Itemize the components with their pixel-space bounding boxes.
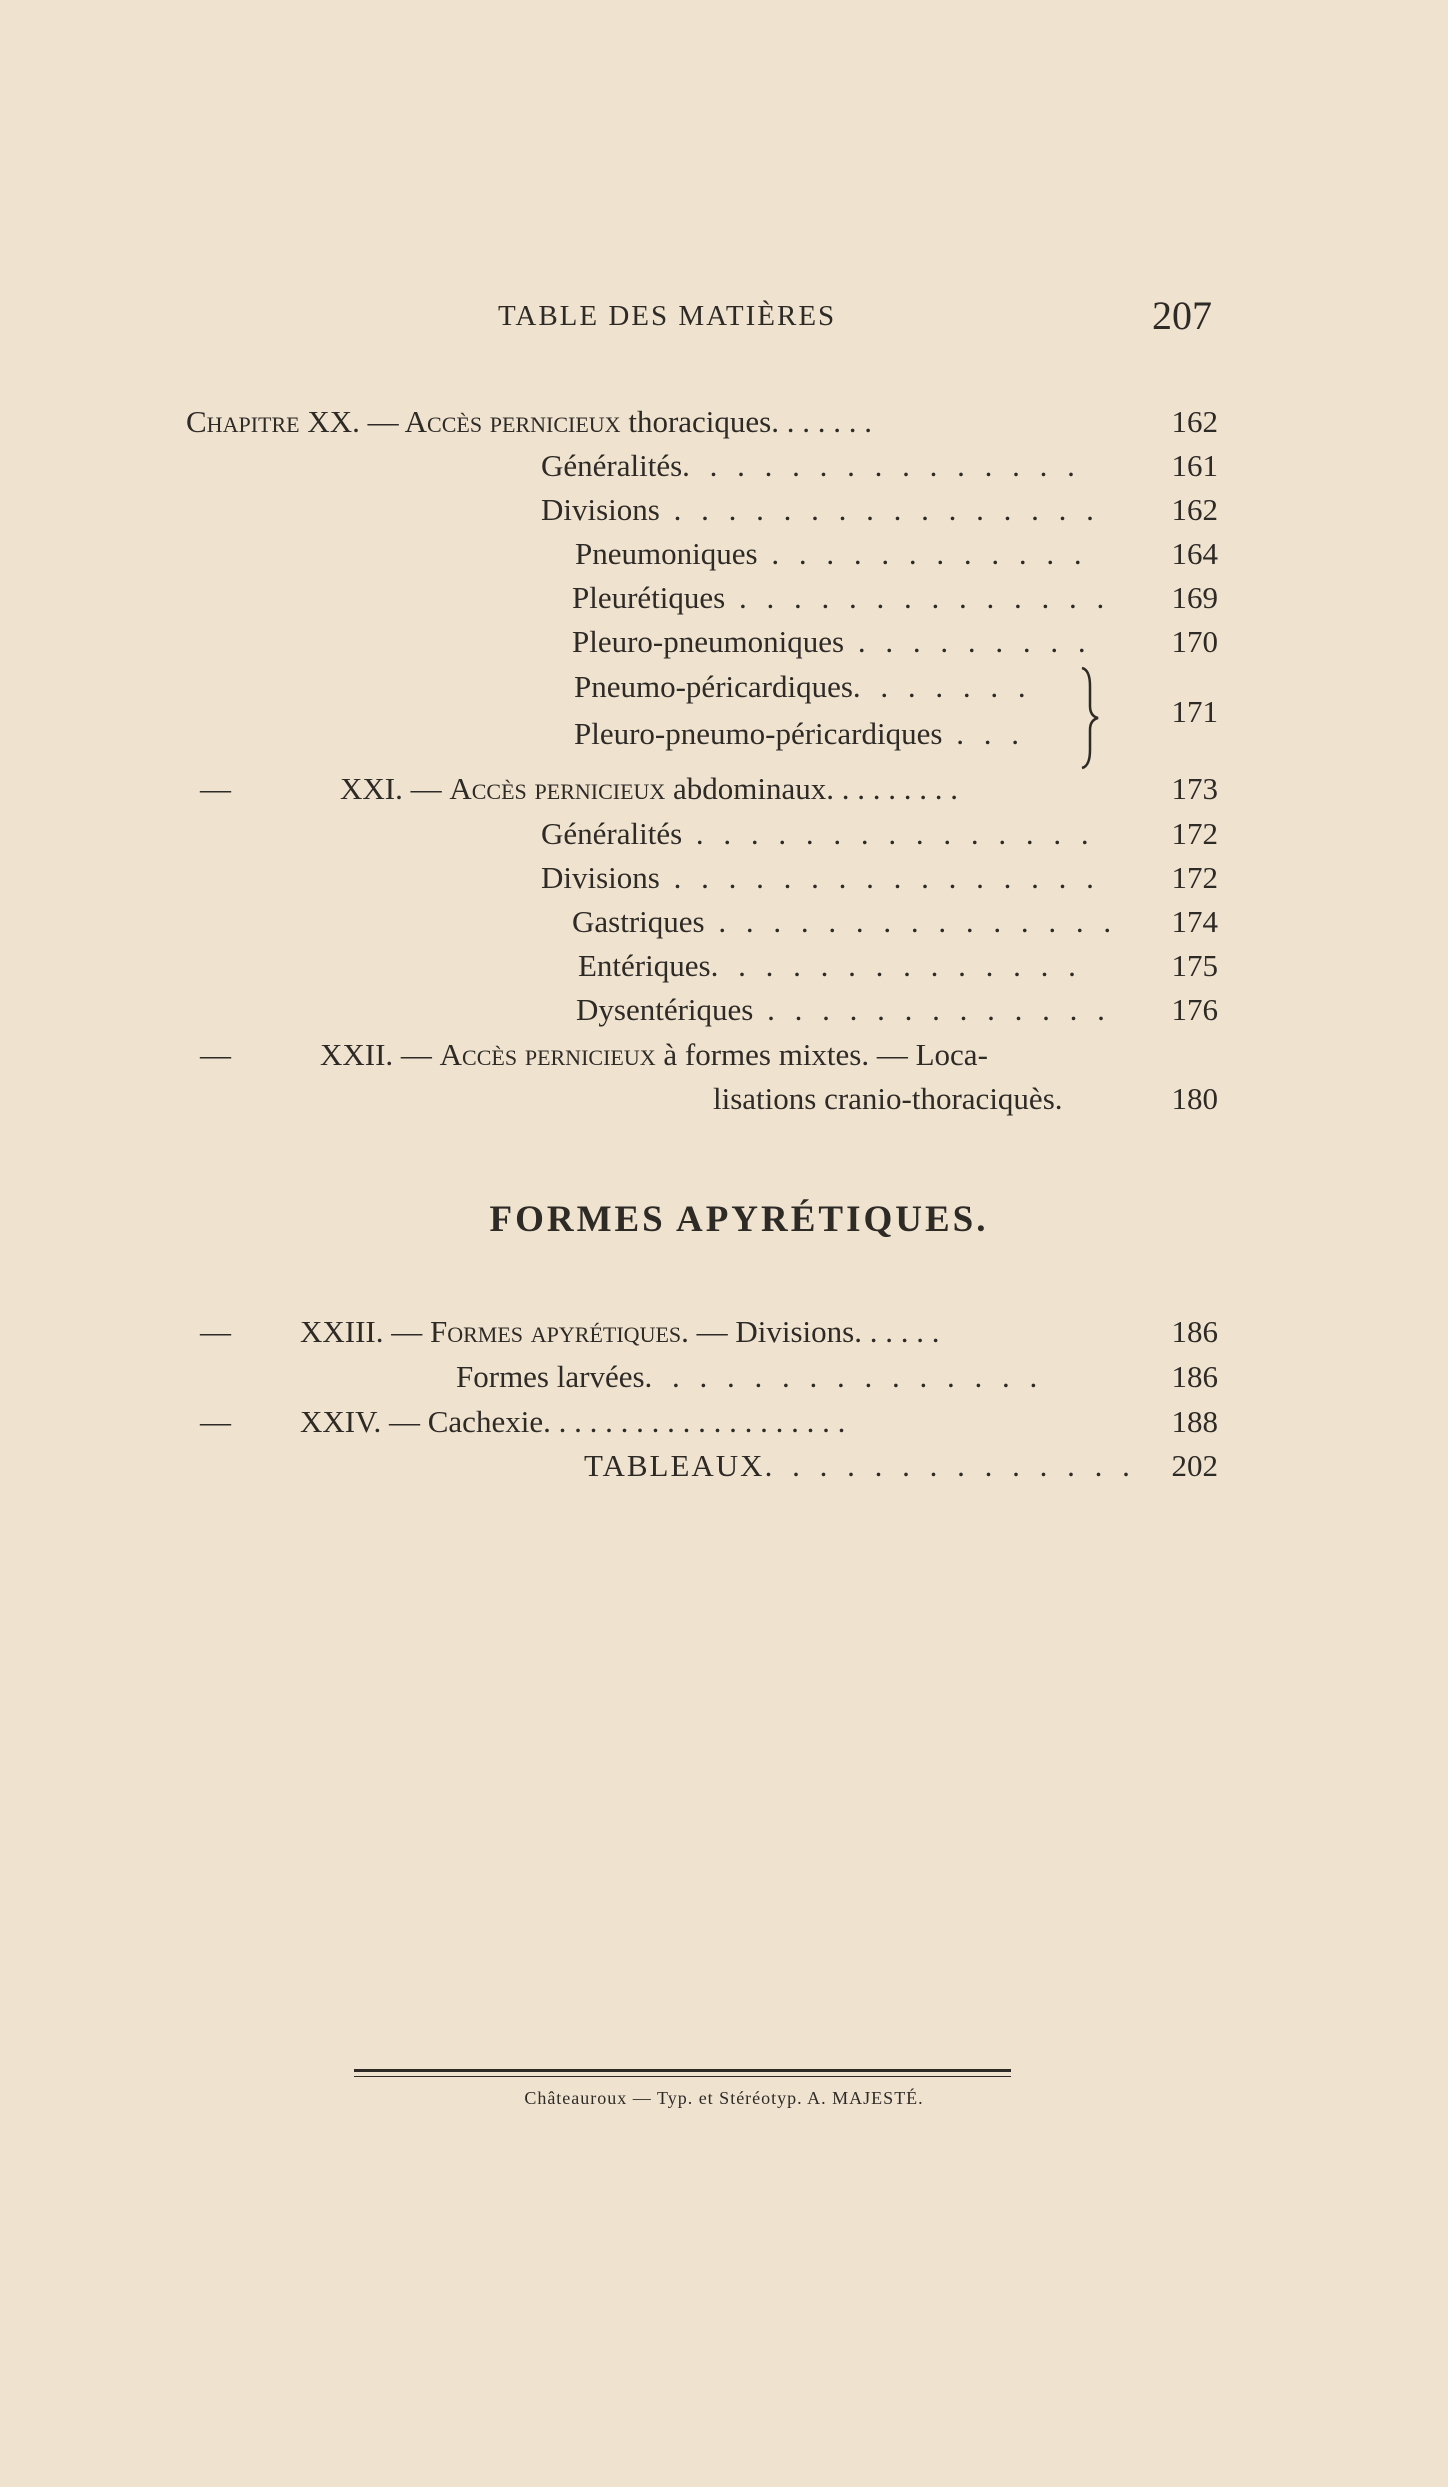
ditto-dash: — bbox=[200, 771, 231, 806]
entry-label: Généralités bbox=[541, 816, 683, 851]
entry-label: Formes larvées bbox=[456, 1359, 645, 1394]
toc-entry-chapter-xx bbox=[0, 399, 1448, 445]
entry-label: Entériques bbox=[578, 948, 711, 983]
section-heading: FORMES APYRÉTIQUES. bbox=[489, 1199, 989, 1240]
toc-entry bbox=[0, 811, 1448, 857]
entry-page-number: 186 bbox=[1171, 1314, 1218, 1349]
chapter-title-smallcaps: Accès pernicieux bbox=[439, 1037, 656, 1072]
entry-page-number: 171 bbox=[1171, 694, 1218, 729]
toc-entry bbox=[0, 943, 1448, 989]
toc-entry bbox=[0, 855, 1448, 901]
entry-label: Divisions bbox=[541, 860, 660, 895]
ditto-dash: — bbox=[200, 1314, 231, 1349]
entry-page-number: 173 bbox=[1171, 771, 1218, 806]
toc-entry bbox=[0, 443, 1448, 489]
entry-label: Divisions bbox=[541, 492, 660, 527]
entry-label: thoraciques bbox=[620, 404, 772, 439]
toc-entry bbox=[0, 987, 1448, 1033]
running-head bbox=[0, 292, 1448, 342]
toc-entry bbox=[0, 487, 1448, 533]
toc-entry-chapter-xxii bbox=[0, 1032, 1448, 1078]
leader-dots: . . . . . . . . . . . . bbox=[757, 536, 1088, 571]
leader-dots: . . . . . . . . . . . . . . . . bbox=[659, 492, 1100, 527]
entry-page-number: 164 bbox=[1171, 536, 1218, 571]
entry-label: à formes mixtes. — Loca- bbox=[655, 1037, 988, 1072]
page-number: 207 bbox=[1152, 293, 1212, 338]
entry-page-number: 176 bbox=[1171, 992, 1218, 1027]
entry-label: Pleurétiques bbox=[572, 580, 726, 615]
entry-page-number: 172 bbox=[1171, 860, 1218, 895]
leader-dots: . . . . . . . . . . . . . . . bbox=[644, 1359, 1044, 1394]
toc-entry bbox=[0, 694, 1448, 757]
entry-label: Pneumoniques bbox=[575, 536, 758, 571]
imprint-rule bbox=[354, 2069, 1011, 2072]
leader-dots: . . . . . . . . . . . . . . bbox=[710, 948, 1082, 983]
ditto-dash: — bbox=[200, 1404, 231, 1439]
entry-label: Gastriques bbox=[572, 904, 705, 939]
entry-page-number: 169 bbox=[1171, 580, 1218, 615]
leader-dots: . . . . . . . . . . . . . . . bbox=[682, 448, 1081, 483]
entry-page-number: 162 bbox=[1171, 404, 1218, 439]
entry-page-number: 188 bbox=[1171, 1404, 1218, 1439]
entry-page-number: 175 bbox=[1171, 948, 1218, 983]
imprint-rule-thin bbox=[354, 2076, 1011, 2077]
entry-label: Pneumo-péricardiques bbox=[574, 669, 853, 704]
entry-label: Dysentériques bbox=[576, 992, 754, 1027]
chapter-title-smallcaps: Formes apyrétiques bbox=[430, 1314, 682, 1349]
chapter-lead: XXIV. — bbox=[300, 1404, 428, 1439]
leader-dots: . . . . . . . . . . . . . . bbox=[725, 580, 1111, 615]
entry-page-number: 161 bbox=[1171, 448, 1218, 483]
toc-entry bbox=[0, 899, 1448, 945]
leader-dots: . . . . . . . . . . . . . bbox=[753, 992, 1111, 1027]
leader-dots: . . . . . . . . . . . . . . . bbox=[682, 816, 1095, 851]
toc-entry bbox=[0, 575, 1448, 621]
leader-dots: . . . . . . . . . bbox=[844, 624, 1092, 659]
entry-label: lisations cranio-thoraciquès. bbox=[713, 1081, 1063, 1116]
entry-page-number: 162 bbox=[1171, 492, 1218, 527]
chapter-title-smallcaps: Accès pernicieux bbox=[404, 404, 621, 439]
leader-dots: . . . . . . . bbox=[852, 669, 1032, 704]
toc-entry-chapter-xxiv bbox=[0, 1399, 1448, 1445]
entry-page-number: 186 bbox=[1171, 1359, 1218, 1394]
entry-page-number: 202 bbox=[1171, 1448, 1218, 1483]
leader-dots: . . . . . . bbox=[854, 1314, 940, 1349]
toc-entry-chapter-xxi bbox=[0, 766, 1448, 812]
printer-imprint: Châteauroux — Typ. et Stéréotyp. A. MAJESTÉ. bbox=[524, 2088, 924, 2108]
curly-brace-icon bbox=[1076, 664, 1100, 772]
leader-dots: . . . bbox=[942, 716, 1025, 751]
leader-dots: . . . . . . . . . . . . . . . bbox=[704, 904, 1118, 939]
toc-entry bbox=[0, 531, 1448, 577]
leader-dots: . . . . . . . . . bbox=[826, 771, 959, 806]
leader-dots: . . . . . . . . . . . . . . . . bbox=[659, 860, 1100, 895]
entry-label: Pleuro-pneumo-péricardiques bbox=[574, 716, 943, 751]
chapter-title-smallcaps: Accès pernicieux bbox=[449, 771, 666, 806]
toc-entry-continuation bbox=[0, 1076, 1448, 1122]
running-title: TABLE DES MATIÈRES bbox=[498, 300, 837, 332]
toc-entry bbox=[0, 619, 1448, 665]
toc-entry-chapter-xxiii bbox=[0, 1309, 1448, 1355]
entry-label: abdominaux bbox=[665, 771, 827, 806]
toc-entry bbox=[0, 1354, 1448, 1400]
entry-label: Généralités bbox=[541, 448, 683, 483]
ditto-dash: — bbox=[200, 1037, 231, 1072]
leader-dots: . . . . . . . bbox=[771, 404, 872, 439]
entry-label: Pleuro-pneumoniques bbox=[572, 624, 845, 659]
entry-page-number: 180 bbox=[1171, 1081, 1218, 1116]
entry-page-number: 172 bbox=[1171, 816, 1218, 851]
chapter-lead: XXIII. — bbox=[300, 1314, 430, 1349]
entry-page-number: 174 bbox=[1171, 904, 1218, 939]
toc-entry bbox=[0, 1443, 1448, 1489]
chapter-lead: XXII. — bbox=[320, 1037, 440, 1072]
leader-dots: . . . . . . . . . . . . . . bbox=[764, 1448, 1136, 1483]
chapter-lead: Chapitre XX. — bbox=[186, 404, 405, 439]
entry-page-number: 170 bbox=[1171, 624, 1218, 659]
toc-entry bbox=[0, 664, 1448, 710]
entry-label: . — Divisions bbox=[681, 1314, 855, 1349]
chapter-lead: XXI. — bbox=[340, 771, 450, 806]
entry-label: Cachexie bbox=[427, 1404, 544, 1439]
leader-dots: . . . . . . . . . . . . . . . . . . . . bbox=[543, 1404, 846, 1439]
entry-label: TABLEAUX bbox=[584, 1448, 765, 1483]
